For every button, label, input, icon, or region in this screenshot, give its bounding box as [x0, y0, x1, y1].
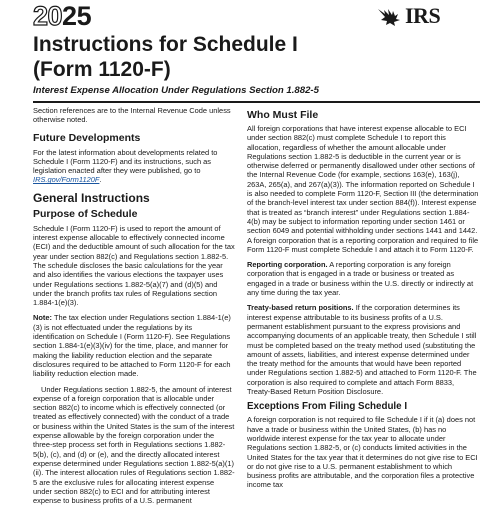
- purpose-text: Schedule I (Form 1120-F) is used to report the amount of interest expense allocable to effectively connected income (ECI) and the deductible amount of such allocation for the tax year under section 882(c) and Regulations section 1.882-5. The schedule discloses the basic calculations for the year and also identifies the various elections the taxpayer uses under Regulations sections 1.882-5(a)(7) and (d)(5) and under the branch profits tax rules of Regulations section 1.884-1(e)(3).: [33, 223, 235, 308]
- who-must-file-heading: Who Must File: [247, 109, 319, 121]
- future-text-before: For the latest information about developments related to Schedule I (Form 1120-F) and its instructions, such as legislation enacted after they were published, go to: [33, 147, 218, 176]
- intro-text: Section references are to the Internal Revenue Code unless otherwise noted.: [33, 106, 231, 125]
- purpose-heading: Purpose of Schedule: [33, 207, 138, 220]
- exceptions-heading: Exceptions From Filing Schedule I: [247, 401, 408, 413]
- eagle-icon: [376, 5, 402, 27]
- treaty-positions-text: If the corporation determines its interest expense attributable to its business profits of a U.S. permanent establishment pursuant to the express provisions and accompanying documents of an applicable treaty, then Schedule I still must be completed based on the treaty method used (substituting the amount of assets, liabilities, and interest expense determined under the treaty method for the amounts that would have been reported under Regulations section 1.882-5) and attached to Form 1120-F. The corporation is also required to complete and attach Form 8833, Treaty-Based Return Position Disclosure.: [247, 303, 477, 397]
- right-column: [247, 106, 479, 490]
- reporting-corporation-text: A reporting corporation is any foreign corporation that is engaged in a trade or business or treated as engaged in a trade or business within the U.S. directly or indirectly at any time during the tax year.: [247, 260, 474, 298]
- reporting-corporation-label: Reporting corporation.: [247, 260, 328, 270]
- exceptions-text: A foreign corporation is not required to file Schedule I if it (a) does not have a trade or business within the United States, (b) has no worldwide interest expense for the tax year to allocate under Regulations section 1.882-5, or (c) conducts limited activities in the United States for the tax year that it determines do not give rise to ECI or do not give rise to a U.S. permanent establishment to which business profits are attributable, and the corporation files a protective income tax: [247, 415, 478, 490]
- left-column: [33, 106, 235, 505]
- who-must-file-text: All foreign corporations that have interest expense allocable to ECI under section 882(c) must complete Schedule I to report this allocation, regardless of whether the amount allocable under Regulations section 1.882-5 is deductible in the current year or is otherwise deferred or permanently disallowed under other sections of the Internal Revenue Code (for example, sections 163(e), 163(j), 263A, 265(a), and 267(a)(3)). The information reported on Schedule I is also needed to complete Form 1120-F, Section III (the determination of the branch-level interest tax under section 884(f)). Interest expense that is treated as “branch interest” under Regulations section 1.884-4(b) may be subject to information reporting under section 1461 or section 6049 and potential withholding under sections 1441 and 1442. A foreign corporation that is a reporting corporation and required to file Form 1120-F must complete Schedule I and attach it to Form 1120-F.: [247, 124, 479, 254]
- irs-logo-text: IRS: [405, 3, 441, 28]
- page-title: [33, 32, 453, 82]
- note-paragraph: [33, 313, 235, 378]
- treaty-positions-label: Treaty-based return positions.: [247, 303, 354, 313]
- note-text: The tax election under Regulations section 1.884-1(e)(3) is not effectuated under the regulations by its identification on Schedule I (Form 1120-F). See Regulations section 1.884-1(e)(3)(iv) for the time, place, and manner for making the liability reduction election and the separate disclosures required to be attached to Form 1120-F for each liability reduction election made.: [33, 313, 231, 379]
- form-1120f-link[interactable]: IRS.gov/Form1120F: [33, 175, 100, 185]
- title-line-1: Instructions for Schedule I: [33, 33, 298, 56]
- general-instructions-heading: General Instructions: [33, 190, 150, 205]
- year-solid-digits: 25: [62, 1, 92, 31]
- note-label: Note:: [33, 313, 53, 323]
- reporting-corporation-paragraph: [247, 260, 479, 297]
- title-line-2: (Form 1120-F): [33, 58, 171, 81]
- future-developments-heading: Future Developments: [33, 131, 141, 144]
- interest-allocation-paragraph: Under Regulations section 1.882-5, the amount of interest expense of a foreign corporation that is allocable under section 882(c) to income which is effectively connected (or treated as effectively connected) with the conduct of a trade or business within the United States is the sum of the interest expense allowable by the foreign corporation under the three-step process set forth in Regulations sections 1.882-5(b), (c), and (d) or (e), and the directly allocated interest expense determined under Regulations section 1.882-5(a)(1)(ii). The interest allocation rules of Regulations section 1.882-5 are the exclusive rules for allocating interest expense under section 882(c) to ECI and for attributing interest expense to business profits of a U.S. permanent: [33, 384, 235, 505]
- treaty-positions-paragraph: [247, 303, 479, 396]
- form-year: [33, 2, 91, 30]
- irs-logo: [376, 5, 440, 27]
- header-divider: [33, 101, 480, 103]
- year-outline-digits: 20: [33, 1, 63, 31]
- future-developments-text: [33, 148, 235, 185]
- page-subtitle: Interest Expense Allocation Under Regulations Section 1.882-5: [33, 85, 319, 96]
- future-text-after: .: [99, 175, 102, 185]
